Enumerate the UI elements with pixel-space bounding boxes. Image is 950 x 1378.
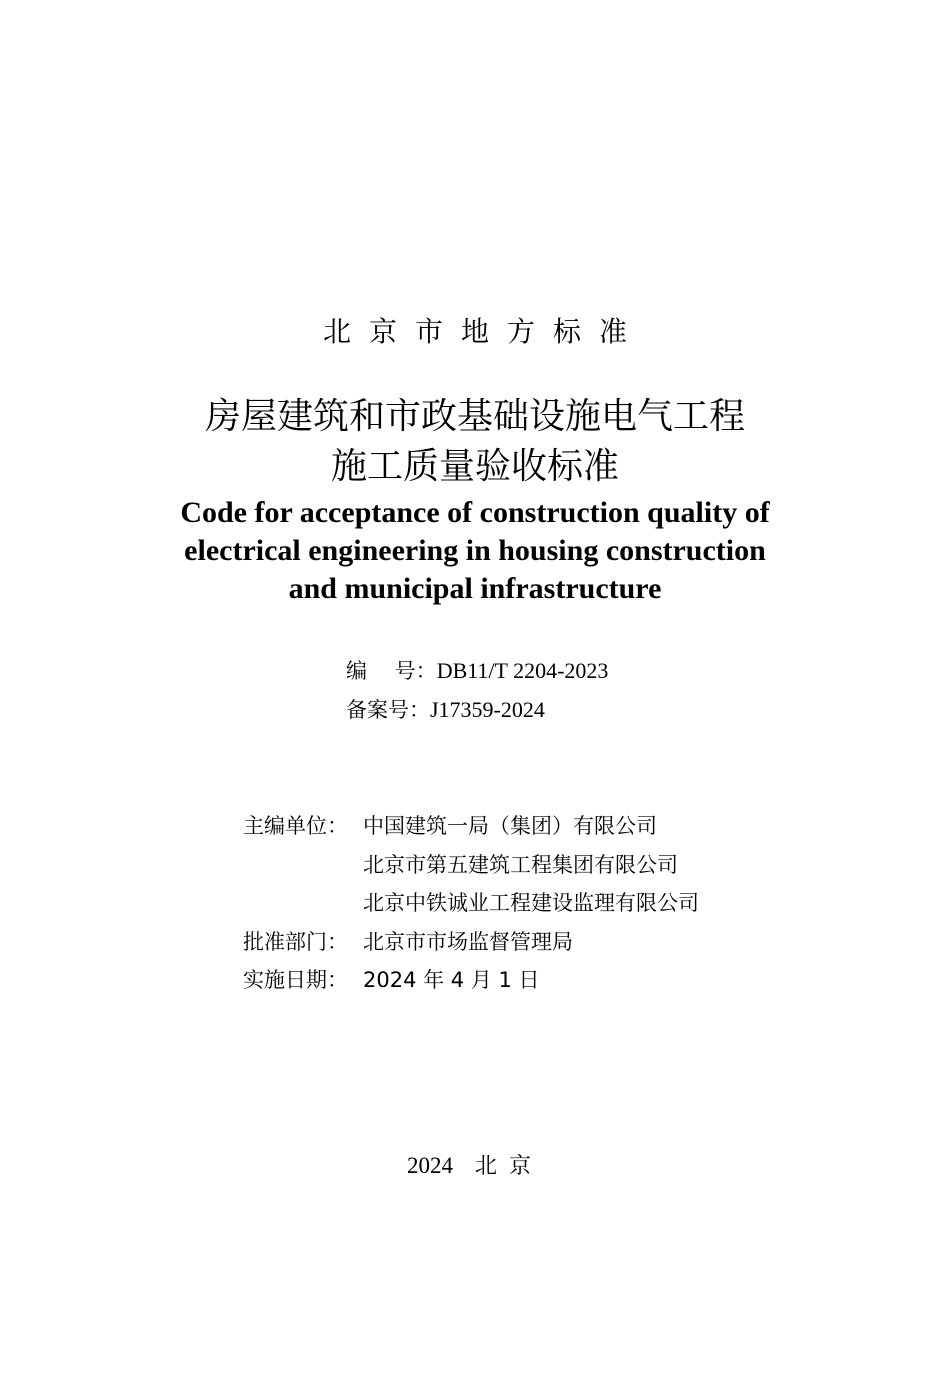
chief-editor-row-2 (243, 847, 699, 886)
chinese-title-line-1: 房屋建筑和市政基础设施电气工程 (204, 396, 745, 437)
approval-value: 北京市市场监督管理局 (363, 929, 573, 954)
english-title-line-1: Code for acceptance of construction quality of (180, 496, 770, 529)
approval-label: 批准部门： (243, 929, 348, 954)
approval-row (243, 924, 699, 963)
publication-city: 北京 (474, 1154, 543, 1179)
record-number-row (346, 691, 608, 730)
effective-date-value: 2024 年 4 月 1 日 (363, 968, 540, 992)
english-title-line-2: electrical engineering in housing construction (184, 534, 766, 567)
standard-number-value: DB11/T 2204-2023 (436, 658, 609, 683)
standard-number-row (346, 652, 608, 691)
chief-editor-label: 主编单位： (243, 814, 348, 838)
effective-date-label: 实施日期： (243, 968, 348, 992)
standard-type-heading: 北京市地方标准 (322, 315, 645, 348)
chinese-title (0, 392, 950, 492)
chief-editor-org-3: 北京中铁诚业工程建设监理有限公司 (363, 891, 699, 915)
chief-editor-org-1: 中国建筑一局（集团）有限公司 (363, 814, 657, 838)
publication-year: 2024 (406, 1153, 453, 1178)
chief-editor-org-2: 北京市第五建筑工程集团有限公司 (363, 852, 678, 877)
publication-footer (0, 1148, 950, 1186)
record-number-value: J17359-2024 (430, 697, 545, 722)
record-number-label: 备案号： (346, 698, 430, 722)
chief-editor-row (243, 808, 699, 847)
standard-codes (346, 652, 608, 730)
english-title (0, 494, 950, 608)
chief-editor-row-3 (243, 885, 699, 924)
publication-info (243, 808, 699, 1001)
english-title-line-3: and municipal infrastructure (288, 572, 662, 605)
effective-date-row (243, 962, 699, 1001)
standard-number-label: 编 号： (346, 659, 437, 683)
chinese-title-line-2: 施工质量验收标准 (330, 446, 619, 487)
